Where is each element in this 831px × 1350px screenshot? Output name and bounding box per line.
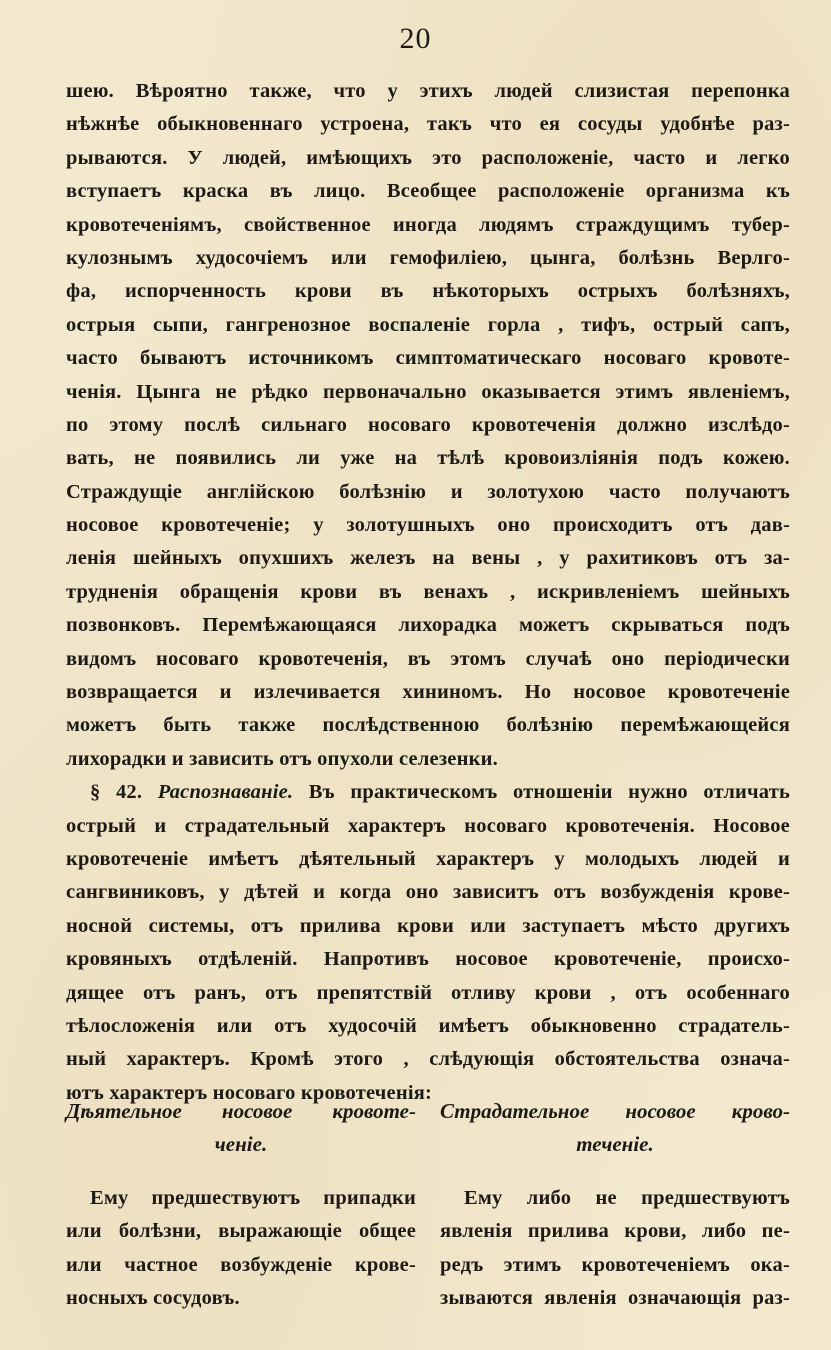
text-line: зываются явленія означающія раз- xyxy=(440,1286,790,1309)
text-line: шею. Вѣроятно также, что у этихъ людей слизистая перепонка xyxy=(66,80,790,102)
comparison-columns xyxy=(66,1095,790,1315)
text-line: носовое кровотеченіе; у золотушныхъ оно происходитъ отъ дав- xyxy=(66,514,790,537)
text-line: по этому послѣ сильнаго носоваго кровотеченія должно изслѣдо- xyxy=(66,413,790,436)
text-line: кровотеченіямъ, свойственное иногда людямъ страждущимъ тубер- xyxy=(66,213,790,236)
paragraph-continuation xyxy=(66,75,790,776)
text-line: острыя сыпи, гангренозное воспаленіе горла , тифъ, острый сапъ, xyxy=(66,313,790,336)
page-number: 20 xyxy=(399,22,432,55)
right-column-heading-cont: теченіе. xyxy=(576,1132,654,1157)
section-heading-line xyxy=(66,776,790,809)
section-first-line: Въ практическомъ отношеніи нужно отличать xyxy=(308,781,791,804)
text-line: дящее отъ ранъ, отъ препятствій отливу крови , отъ особеннаго xyxy=(66,981,790,1004)
text-line: тѣлосложенія или отъ худосочій имѣетъ обыкновенно страдатель- xyxy=(66,1014,790,1037)
left-column-active xyxy=(66,1095,416,1315)
text-line: носной системы, отъ прилива крови или заступаетъ мѣсто другихъ xyxy=(66,914,790,937)
text-line: или частное возбужденіе крове- xyxy=(66,1253,416,1276)
text-line: Ему либо не предшествуютъ xyxy=(464,1186,790,1209)
text-line: вступаетъ краска въ лицо. Всеобщее расположеніе организма къ xyxy=(66,180,790,203)
text-line: носныхъ сосудовъ. xyxy=(66,1286,240,1309)
text-line: трудненія обращенія крови въ венахъ , искривленіемъ шейныхъ xyxy=(66,580,790,603)
text-line: кровяныхъ отдѣленій. Напротивъ носовое кровотеченіе, происхо- xyxy=(66,948,790,971)
text-line: позвонковъ. Перемѣжающаяся лихорадка можетъ скрываться подъ xyxy=(66,614,790,637)
text-line: редъ этимъ кровотеченіемъ ока- xyxy=(440,1253,790,1276)
left-column-heading: Дѣятельное носовое кровоте- xyxy=(66,1099,416,1123)
section-number: § 42. xyxy=(90,781,143,804)
text-line: ченія. Цынга не рѣдко первоначально оказывается этимъ явленіемъ, xyxy=(66,380,790,403)
text-line: лихорадки и зависить отъ опухоли селезенки. xyxy=(66,747,498,770)
text-line: или болѣзни, выражающіе общее xyxy=(66,1220,416,1243)
text-line: видомъ носоваго кровотеченія, въ этомъ случаѣ оно періодически xyxy=(66,647,790,670)
right-column-heading: Страдательное носовое крово- xyxy=(440,1099,790,1123)
main-text xyxy=(66,75,790,1110)
text-line: кровотеченіе имѣетъ дѣятельный характеръ у молодыхъ людей и xyxy=(66,847,790,870)
text-line: Страждущіе англійскою болѣзнію и золотухою часто получаютъ xyxy=(66,480,790,503)
text-line: рываются. У людей, имѣющихъ это расположеніе, часто и легко xyxy=(66,146,790,169)
text-line: вать, не появились ли уже на тѣлѣ кровоизлiянія подъ кожею. xyxy=(66,447,790,470)
text-line: можетъ быть также послѣдственною болѣзнію перемѣжающейся xyxy=(66,714,790,737)
text-line: нѣжнѣе обыкновеннаго устроена, такъ что ея сосуды удобнѣе раз- xyxy=(66,113,790,136)
section-42 xyxy=(66,776,790,1110)
text-line: явленія прилива крови, либо пе- xyxy=(440,1220,790,1243)
text-line: фа, испорченность крови въ нѣкоторыхъ острыхъ болѣзняхъ, xyxy=(66,280,790,303)
text-line: ный характеръ. Кромѣ этого , слѣдующія обстоятельства означа- xyxy=(66,1048,790,1071)
text-line: часто бываютъ источникомъ симптоматическаго носоваго кровоте- xyxy=(66,347,790,370)
left-column-heading-cont: ченіе. xyxy=(214,1132,268,1157)
section-title: Распознаваніе. xyxy=(157,781,294,804)
text-line: ютъ характеръ носоваго кровотеченія: xyxy=(66,1081,433,1104)
text-line: ленія шейныхъ опухшихъ железъ на вены , у рахитиковъ отъ за- xyxy=(66,547,790,570)
text-line: сангвиниковъ, у дѣтей и когда оно зависитъ отъ возбужденія крове- xyxy=(66,881,790,904)
text-line: Ему предшествуютъ припадки xyxy=(90,1186,416,1209)
text-line: возвращается и излечивается хининомъ. Но носовое кровотеченіе xyxy=(66,681,790,704)
text-line: острый и страдательный характеръ носоваго кровотеченія. Носовое xyxy=(66,814,790,837)
text-line: кулознымъ худосочіемъ или гемофиліею, цынга, болѣзнь Верлго- xyxy=(66,246,790,269)
right-column-passive xyxy=(440,1095,790,1315)
